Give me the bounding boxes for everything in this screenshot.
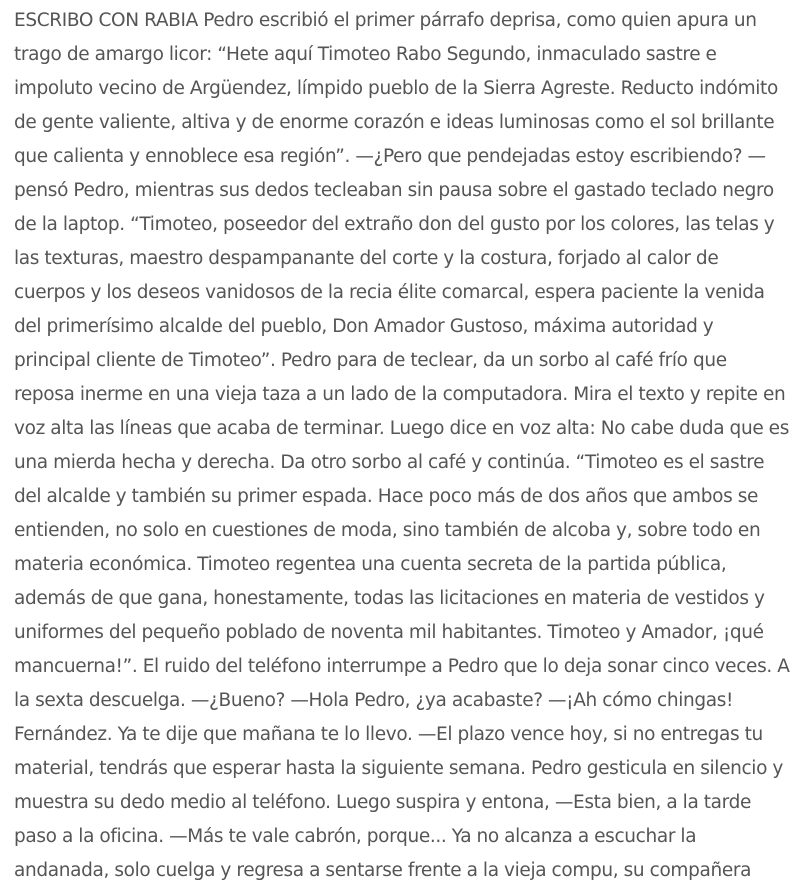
story-paragraph: ESCRIBO CON RABIA Pedro escribió el primer párrafo deprisa, como quien apura un trago de amargo licor: “Hete aquí Timoteo Rabo Segundo, inmaculado sastre e impoluto vecino de Argüendez, límpido pueblo de la Sierra Agreste. Reducto indómito de gente valiente, altiva y de enorme corazón e ideas luminosas como el sol brillante que calienta y ennoblece esa región”. —¿Pero que pendejadas estoy escribiendo? —pensó Pedro, mientras sus dedos tecleaban sin pausa sobre el gastado teclado negro de la laptop. “Timoteo, poseedor del extraño don del gusto por los colores, las telas y las texturas, maestro despampanante del corte y la costura, forjado al calor de cuerpos y los deseos vanidosos de la recia élite comarcal, espera paciente la venida del primerísimo alcalde del pueblo, Don Amador Gustoso, máxima autoridad y principal cliente de Timoteo”. Pedro para de teclear, da un sorbo al café frío que reposa inerme en una vieja taza a un lado de la computadora. Mira el texto y repite en voz alta las líneas que acaba de terminar. Luego dice en voz alta: No cabe duda que es una mierda hecha y derecha. Da otro sorbo al café y continúa. “Timoteo es el sastre del alcalde y también su primer espada. Hace poco más de dos años que ambos se entienden, no solo en cuestiones de moda, sino también de alcoba y, sobre todo en materia económica. Timoteo regentea una cuenta secreta de la partida pública, además de que gana, honestamente, todas las licitaciones en materia de vestidos y uniformes del pequeño poblado de noventa mil habitantes. Timoteo y Amador, ¡qué mancuerna!”. El ruido del teléfono interrumpe a Pedro que lo deja sonar cinco veces. A la sexta descuelga. —¿Bueno? —Hola Pedro, ¿ya acabaste? —¡Ah cómo chingas! Fernández. Ya te dije que mañana te lo llevo. —El plazo vence hoy, si no entregas tu material, tendrás que esperar hasta la siguiente semana. Pedro gesticula en silencio y muestra su dedo medio al teléfono. Luego suspira y entona, —Esta bien, a la tarde paso a la oficina. —Más te vale cabrón, porque... Ya no alcanza a escuchar la andanada, solo cuelga y regresa a sentarse frente a la vieja compu, su compañera <box>14 10 790 881</box>
story-page <box>14 4 792 888</box>
